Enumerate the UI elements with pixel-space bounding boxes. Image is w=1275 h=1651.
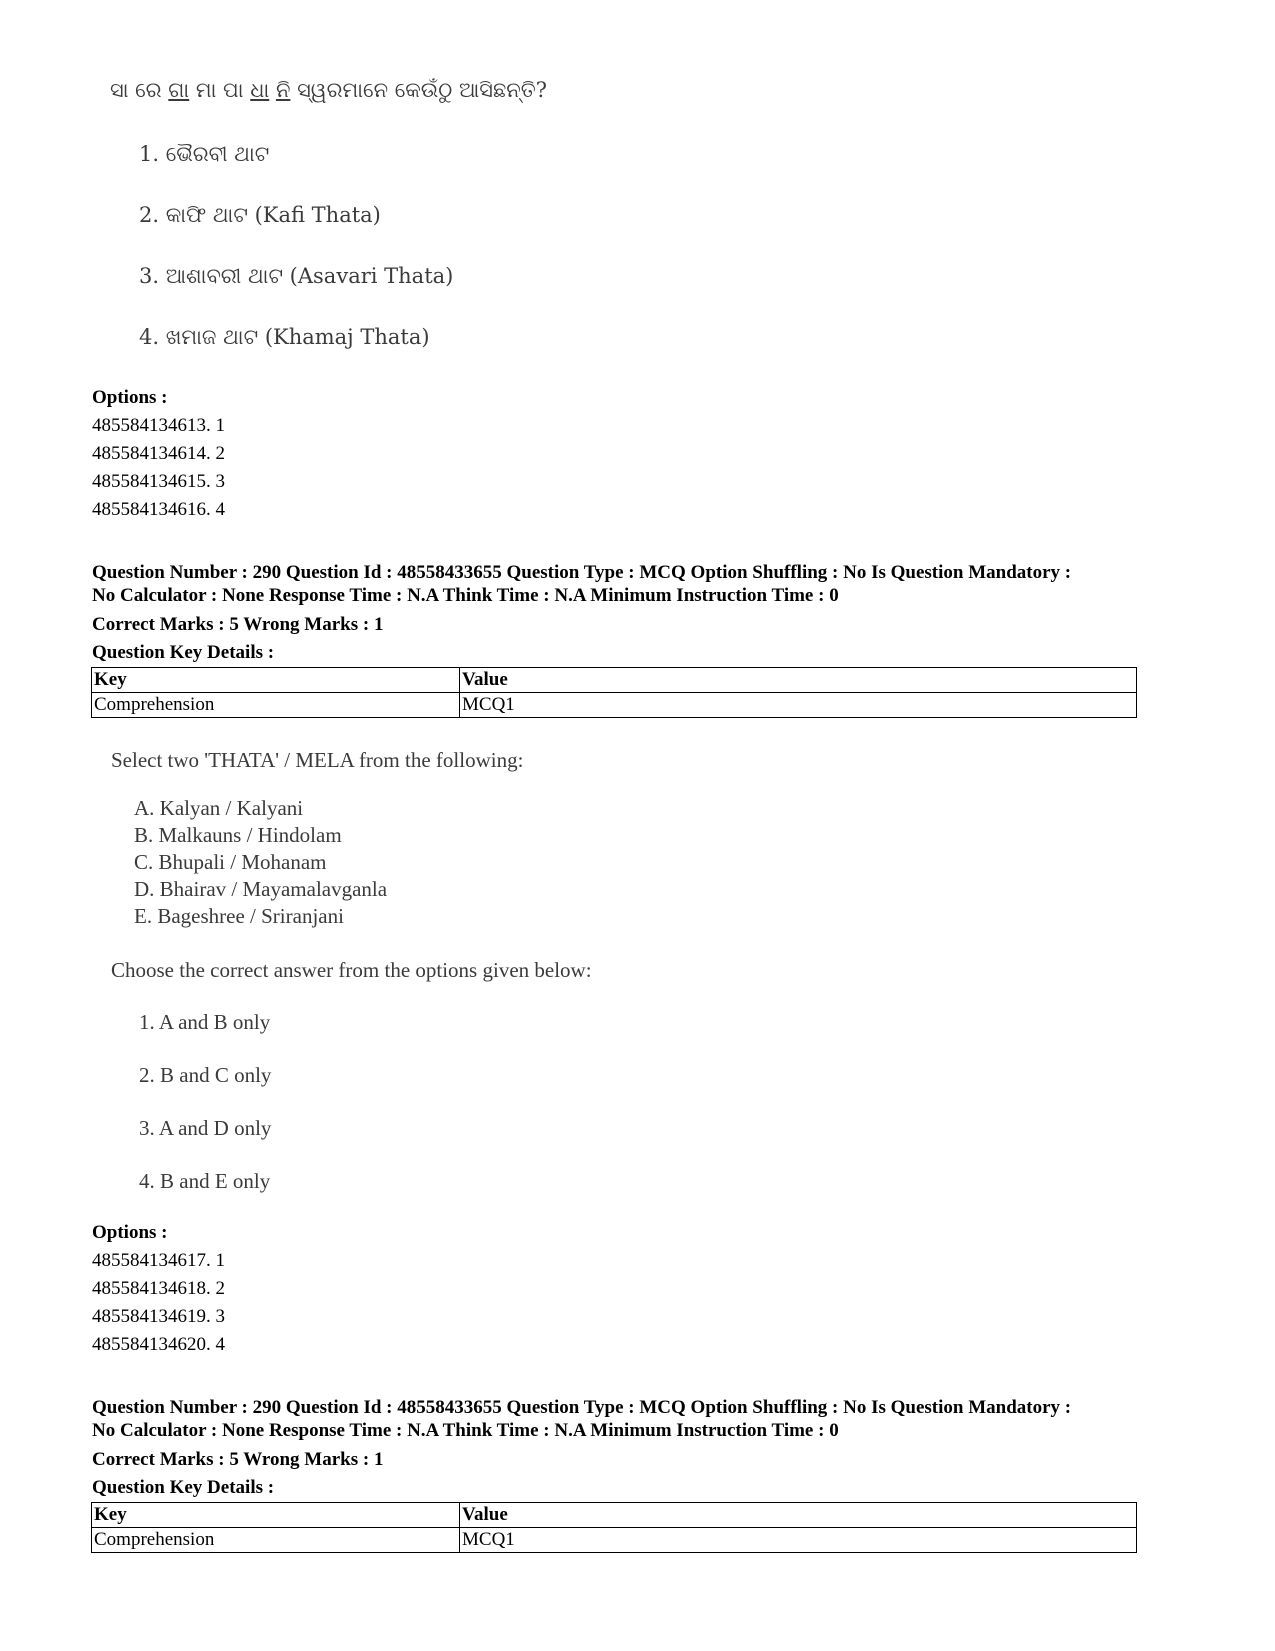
key-details-label: Question Key Details : [92, 1477, 275, 1498]
question-choice: 2. କାଫି ଥାଟ (Kafi Thata) [139, 203, 381, 227]
option-entry: 485584134620. 4 [92, 1334, 225, 1355]
table-header-row [92, 668, 1137, 693]
option-entry: 485584134613. 1 [92, 415, 225, 436]
question-text: Select two 'THATA' / MELA from the following: [111, 748, 524, 772]
table-header-key: Key [92, 668, 460, 693]
option-entry: 485584134614. 2 [92, 443, 225, 464]
question-choice: 3. ଆଶାବରୀ ଥାଟ (Asavari Thata) [139, 264, 454, 288]
table-header-row [92, 1503, 1137, 1528]
question-item: D. Bhairav / Mayamalavganla [134, 877, 388, 901]
key-details-table [91, 667, 1137, 718]
option-entry: 485584134617. 1 [92, 1250, 225, 1271]
question-choice: 1. A and B only [139, 1010, 271, 1034]
odia-question-text: ସା ରେ ଗା ମା ପା ଧା ନି ସ୍ୱରମାନେ କେଉଁଠୁ ଆସିଛନ୍ତି? [110, 78, 547, 102]
table-row [92, 693, 1137, 718]
question-item: A. Kalyan / Kalyani [134, 796, 304, 820]
options-label: Options : [92, 387, 168, 408]
question-meta-line-1: Question Number : 290 Question Id : 48558433655 Question Type : MCQ Option Shuffling : No Is Question Mandatory : [92, 1397, 1072, 1418]
marks-line: Correct Marks : 5 Wrong Marks : 1 [92, 614, 384, 635]
question-choice: 4. ଖମାଜ ଥାଟ (Khamaj Thata) [139, 325, 430, 349]
marks-line: Correct Marks : 5 Wrong Marks : 1 [92, 1449, 384, 1470]
table-header-key: Key [92, 1503, 460, 1528]
table-cell-key: Comprehension [92, 693, 460, 718]
question-meta-line-1: Question Number : 290 Question Id : 48558433655 Question Type : MCQ Option Shuffling : No Is Question Mandatory : [92, 562, 1072, 583]
table-header-value: Value [460, 1503, 1137, 1528]
question-item: E. Bageshree / Sriranjani [134, 904, 344, 928]
question-choice: 1. ଭୈରବୀ ଥାଟ [139, 142, 270, 166]
table-header-value: Value [460, 668, 1137, 693]
question-choice: 2. B and C only [139, 1063, 272, 1087]
question-choice: 3. A and D only [139, 1116, 272, 1140]
option-entry: 485584134615. 3 [92, 471, 225, 492]
key-details-table [91, 1502, 1137, 1553]
instruction-text: Choose the correct answer from the options given below: [111, 958, 592, 982]
table-cell-value: MCQ1 [460, 693, 1137, 718]
question-meta-line-2: No Calculator : None Response Time : N.A Think Time : N.A Minimum Instruction Time : 0 [92, 1420, 839, 1441]
table-cell-key: Comprehension [92, 1528, 460, 1553]
option-entry: 485584134616. 4 [92, 499, 225, 520]
option-entry: 485584134619. 3 [92, 1306, 225, 1327]
options-label: Options : [92, 1222, 168, 1243]
question-item: B. Malkauns / Hindolam [134, 823, 342, 847]
option-entry: 485584134618. 2 [92, 1278, 225, 1299]
question-choice: 4. B and E only [139, 1169, 271, 1193]
table-row [92, 1528, 1137, 1553]
table-cell-value: MCQ1 [460, 1528, 1137, 1553]
question-meta-line-2: No Calculator : None Response Time : N.A Think Time : N.A Minimum Instruction Time : 0 [92, 585, 839, 606]
key-details-label: Question Key Details : [92, 642, 275, 663]
question-item: C. Bhupali / Mohanam [134, 850, 327, 874]
